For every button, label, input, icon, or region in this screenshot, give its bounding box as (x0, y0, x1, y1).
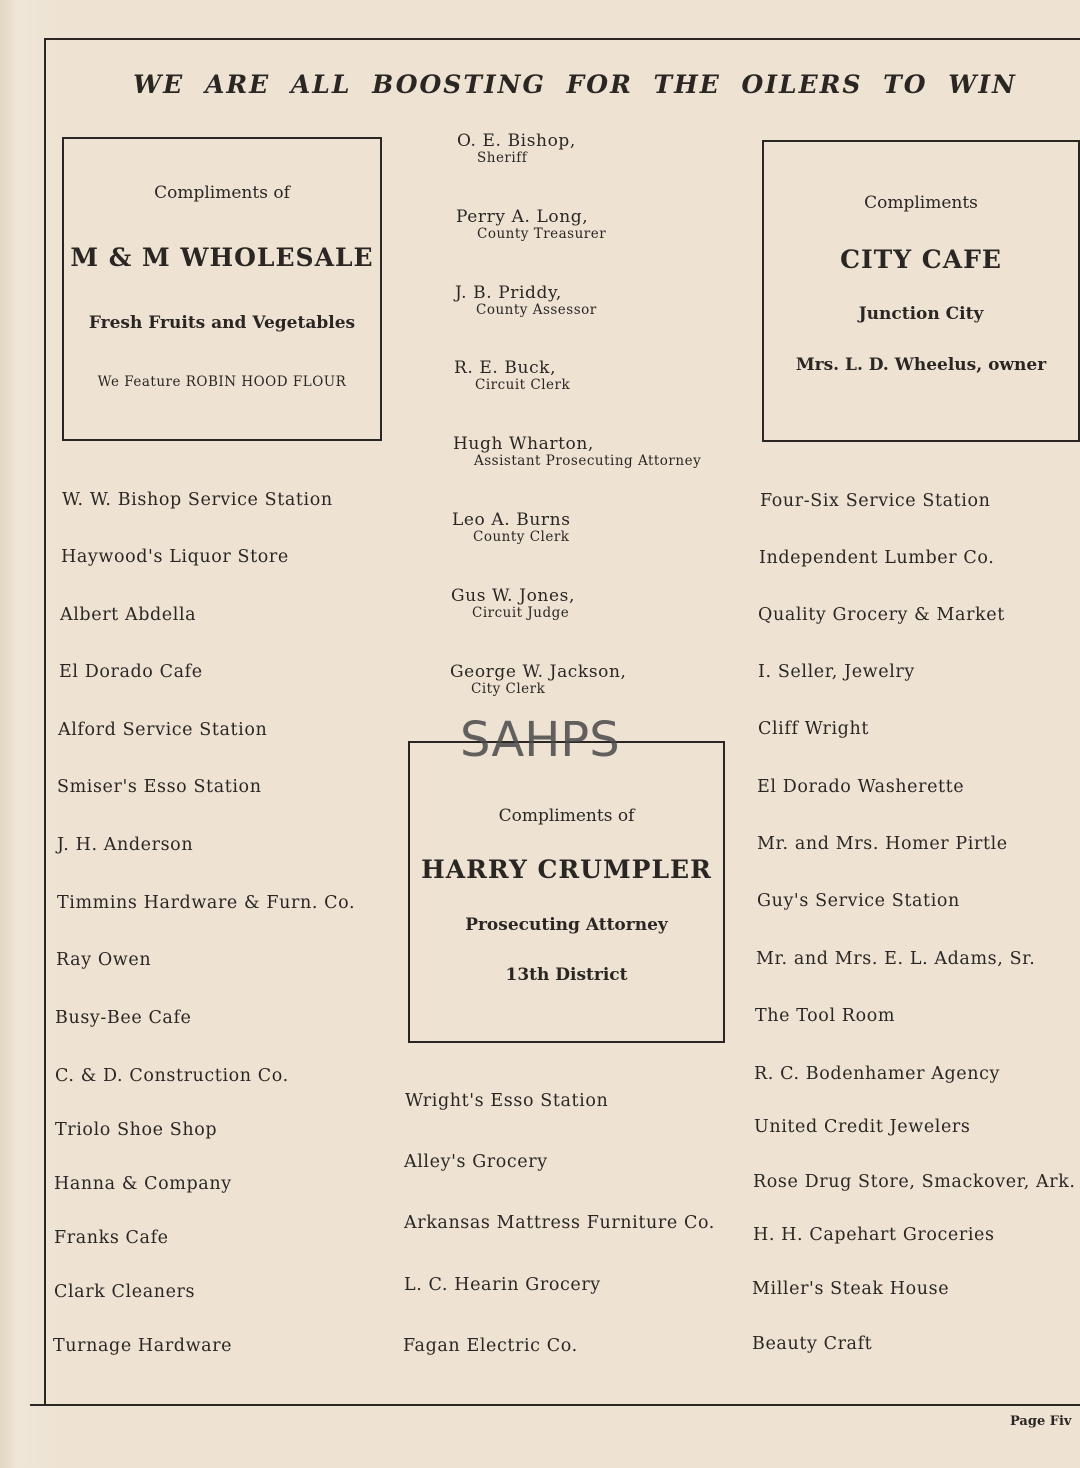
ad-crumpler-line2: 13th District (505, 965, 628, 985)
ad-mm-compliments: Compliments of (154, 183, 290, 203)
list-item: The Tool Room (755, 1006, 896, 1026)
list-item: Smiser's Esso Station (57, 777, 262, 797)
official-name: O. E. Bishop, (457, 131, 576, 151)
ad-city-name: CITY CAFE (840, 245, 1002, 274)
list-item: Ray Owen (56, 950, 152, 970)
list-item: L. C. Hearin Grocery (404, 1275, 601, 1295)
frame-bottom-rule (30, 1404, 1080, 1406)
list-item: R. C. Bodenhamer Agency (754, 1064, 1000, 1084)
list-item: Mr. and Mrs. Homer Pirtle (757, 834, 1008, 854)
official-office: Assistant Prosecuting Attorney (474, 453, 702, 469)
ad-crumpler-compliments: Compliments of (498, 806, 635, 826)
list-item: El Dorado Washerette (757, 777, 965, 797)
official-office: Circuit Judge (472, 605, 570, 621)
official-name: George W. Jackson, (450, 662, 627, 682)
ad-harry-crumpler (408, 741, 725, 1043)
official-office: County Clerk (473, 529, 570, 545)
official-name: Leo A. Burns (452, 510, 571, 530)
list-item: H. H. Capehart Groceries (753, 1225, 995, 1245)
official-office: County Assessor (476, 302, 597, 318)
official-office: County Treasurer (477, 226, 607, 242)
list-item: Clark Cleaners (54, 1282, 196, 1302)
ad-mm-line2: We Feature ROBIN HOOD FLOUR (97, 374, 347, 390)
ad-crumpler-name: HARRY CRUMPLER (421, 855, 712, 884)
list-item: C. & D. Construction Co. (55, 1066, 289, 1086)
list-item: Rose Drug Store, Smackover, Ark. (753, 1172, 1076, 1192)
watermark: SAHPS (460, 712, 620, 768)
list-item: Miller's Steak House (752, 1279, 950, 1299)
list-item: Cliff Wright (758, 719, 869, 739)
list-item: Four-Six Service Station (760, 491, 991, 511)
ad-mm-name: M & M WHOLESALE (70, 243, 374, 272)
official-office: City Clerk (471, 681, 546, 697)
list-item: El Dorado Cafe (59, 662, 203, 682)
list-item: Haywood's Liquor Store (61, 547, 289, 567)
list-item: Franks Cafe (54, 1228, 169, 1248)
ad-mm-line1: Fresh Fruits and Vegetables (88, 313, 356, 333)
ad-city-cafe (762, 140, 1080, 442)
list-item: Independent Lumber Co. (759, 548, 995, 568)
ad-city-compliments: Compliments (864, 193, 978, 213)
official-office: Sheriff (477, 150, 528, 166)
list-item: Busy-Bee Cafe (55, 1008, 192, 1028)
ad-city-line1: Junction City (858, 304, 984, 324)
list-item: Beauty Craft (752, 1334, 873, 1354)
list-item: Triolo Shoe Shop (55, 1120, 218, 1140)
ad-city-line2: Mrs. L. D. Wheelus, owner (795, 355, 1047, 375)
frame-top-rule (44, 38, 1080, 40)
list-item: Mr. and Mrs. E. L. Adams, Sr. (756, 949, 1036, 969)
frame-left-rule (44, 38, 46, 1406)
official-name: Perry A. Long, (456, 207, 589, 227)
ad-mm-wholesale (62, 137, 382, 441)
list-item: Wright's Esso Station (405, 1091, 609, 1111)
list-item: Alley's Grocery (404, 1152, 548, 1172)
list-item: United Credit Jewelers (754, 1117, 971, 1137)
official-name: J. B. Priddy, (455, 283, 562, 303)
page-headline: WE ARE ALL BOOSTING FOR THE OILERS TO WIN (133, 70, 1017, 99)
list-item: W. W. Bishop Service Station (62, 490, 333, 510)
list-item: Timmins Hardware & Furn. Co. (57, 893, 356, 913)
list-item: Fagan Electric Co. (403, 1336, 578, 1356)
official-office: Circuit Clerk (475, 377, 571, 393)
ad-crumpler-line1: Prosecuting Attorney (465, 915, 668, 935)
list-item: Guy's Service Station (757, 891, 960, 911)
page-number: Page Fiv (1010, 1414, 1072, 1429)
list-item: J. H. Anderson (57, 835, 194, 855)
list-item: Turnage Hardware (53, 1336, 233, 1356)
list-item: Quality Grocery & Market (758, 605, 1005, 625)
list-item: Alford Service Station (58, 720, 268, 740)
list-item: Albert Abdella (60, 605, 197, 625)
list-item: Arkansas Mattress Furniture Co. (404, 1213, 715, 1233)
list-item: Hanna & Company (54, 1174, 232, 1194)
official-name: Gus W. Jones, (451, 586, 575, 606)
official-name: Hugh Wharton, (453, 434, 594, 454)
official-name: R. E. Buck, (454, 358, 557, 378)
list-item: I. Seller, Jewelry (758, 662, 915, 682)
